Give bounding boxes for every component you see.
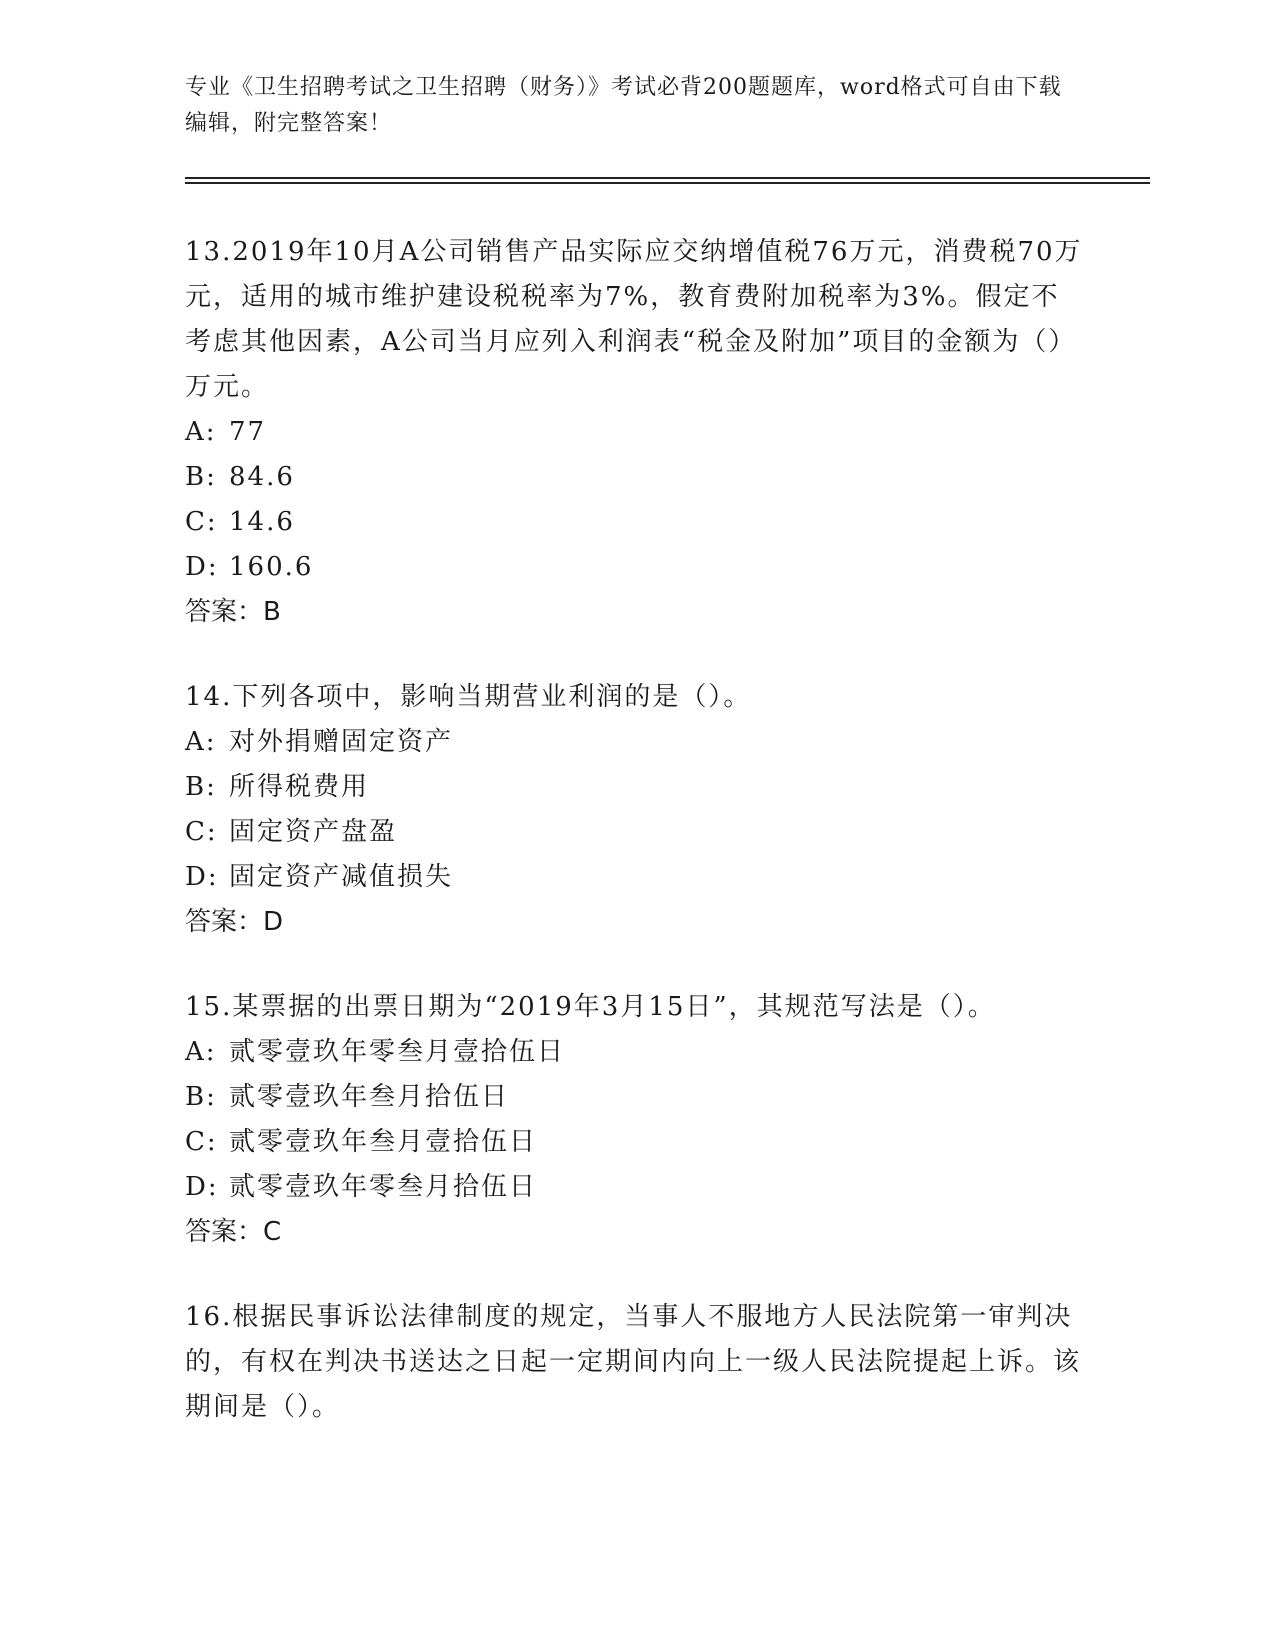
- option-letter: A:: [185, 727, 217, 757]
- option-letter: A:: [185, 1037, 217, 1067]
- option-letter: D:: [185, 552, 219, 582]
- option-letter: D:: [185, 862, 219, 892]
- option-letter: C:: [185, 507, 218, 537]
- option-letter: A:: [185, 417, 217, 447]
- option-text: 贰零壹玖年零叁月拾伍日: [229, 1172, 538, 1202]
- question-stem: 14.下列各项中，影响当期营业利润的是（）。: [185, 682, 752, 712]
- option-d: [185, 855, 1085, 900]
- option-c: [185, 500, 1085, 545]
- option-b: [185, 765, 1085, 810]
- document-header: 专业《卫生招聘考试之卫生招聘（财务）》考试必背200题题库，word格式可自由下载编辑，附完整答案！: [185, 75, 1062, 136]
- option-letter: B:: [185, 1082, 217, 1112]
- option-letter: B:: [185, 772, 217, 802]
- option-text: 14.6: [229, 507, 295, 537]
- header-divider-top: [185, 177, 1150, 179]
- option-c: [185, 1120, 1085, 1165]
- option-text: 对外捐赠固定资产: [229, 727, 454, 757]
- question-15: [185, 985, 1085, 1255]
- option-text: 77: [229, 417, 267, 447]
- question-stem: 13.2019年10月A公司销售产品实际应交纳增值税76万元，消费税70万元，适用的城市维护建设税税率为7%，教育费附加税率为3%。假定不考虑其他因素，A公司当月应列入利润表“税金及附加”项目的金额为（）万元。: [185, 237, 1083, 402]
- question-16: [185, 1295, 1085, 1430]
- option-b: [185, 455, 1085, 500]
- option-a: [185, 1030, 1085, 1075]
- option-letter: D:: [185, 1172, 219, 1202]
- option-letter: C:: [185, 817, 218, 847]
- question-stem: 16.根据民事诉讼法律制度的规定，当事人不服地方人民法院第一审判决的，有权在判决书送达之日起一定期间内向上一级人民法院提起上诉。该期间是（）。: [185, 1302, 1082, 1422]
- option-letter: C:: [185, 1127, 218, 1157]
- answer-line: 答案：B: [185, 597, 281, 627]
- question-stem: 15.某票据的出票日期为“2019年3月15日”，其规范写法是（）。: [185, 992, 996, 1022]
- option-text: 160.6: [229, 552, 314, 582]
- option-a: [185, 410, 1085, 455]
- option-d: [185, 1165, 1085, 1210]
- question-13: [185, 230, 1085, 635]
- option-b: [185, 1075, 1085, 1120]
- answer-line: 答案：D: [185, 907, 284, 937]
- option-text: 84.6: [229, 462, 295, 492]
- option-text: 贰零壹玖年叁月壹拾伍日: [229, 1127, 538, 1157]
- question-14: [185, 675, 1085, 945]
- header-divider-bottom: [185, 182, 1150, 184]
- option-c: [185, 810, 1085, 855]
- option-d: [185, 545, 1085, 590]
- option-text: 固定资产盘盈: [229, 817, 398, 847]
- answer-line: 答案：C: [185, 1217, 282, 1247]
- option-text: 固定资产减值损失: [229, 862, 454, 892]
- option-text: 贰零壹玖年零叁月壹拾伍日: [229, 1037, 566, 1067]
- option-letter: B:: [185, 462, 217, 492]
- option-text: 所得税费用: [229, 772, 370, 802]
- option-text: 贰零壹玖年叁月拾伍日: [229, 1082, 510, 1112]
- question-list: [185, 230, 1085, 1470]
- option-a: [185, 720, 1085, 765]
